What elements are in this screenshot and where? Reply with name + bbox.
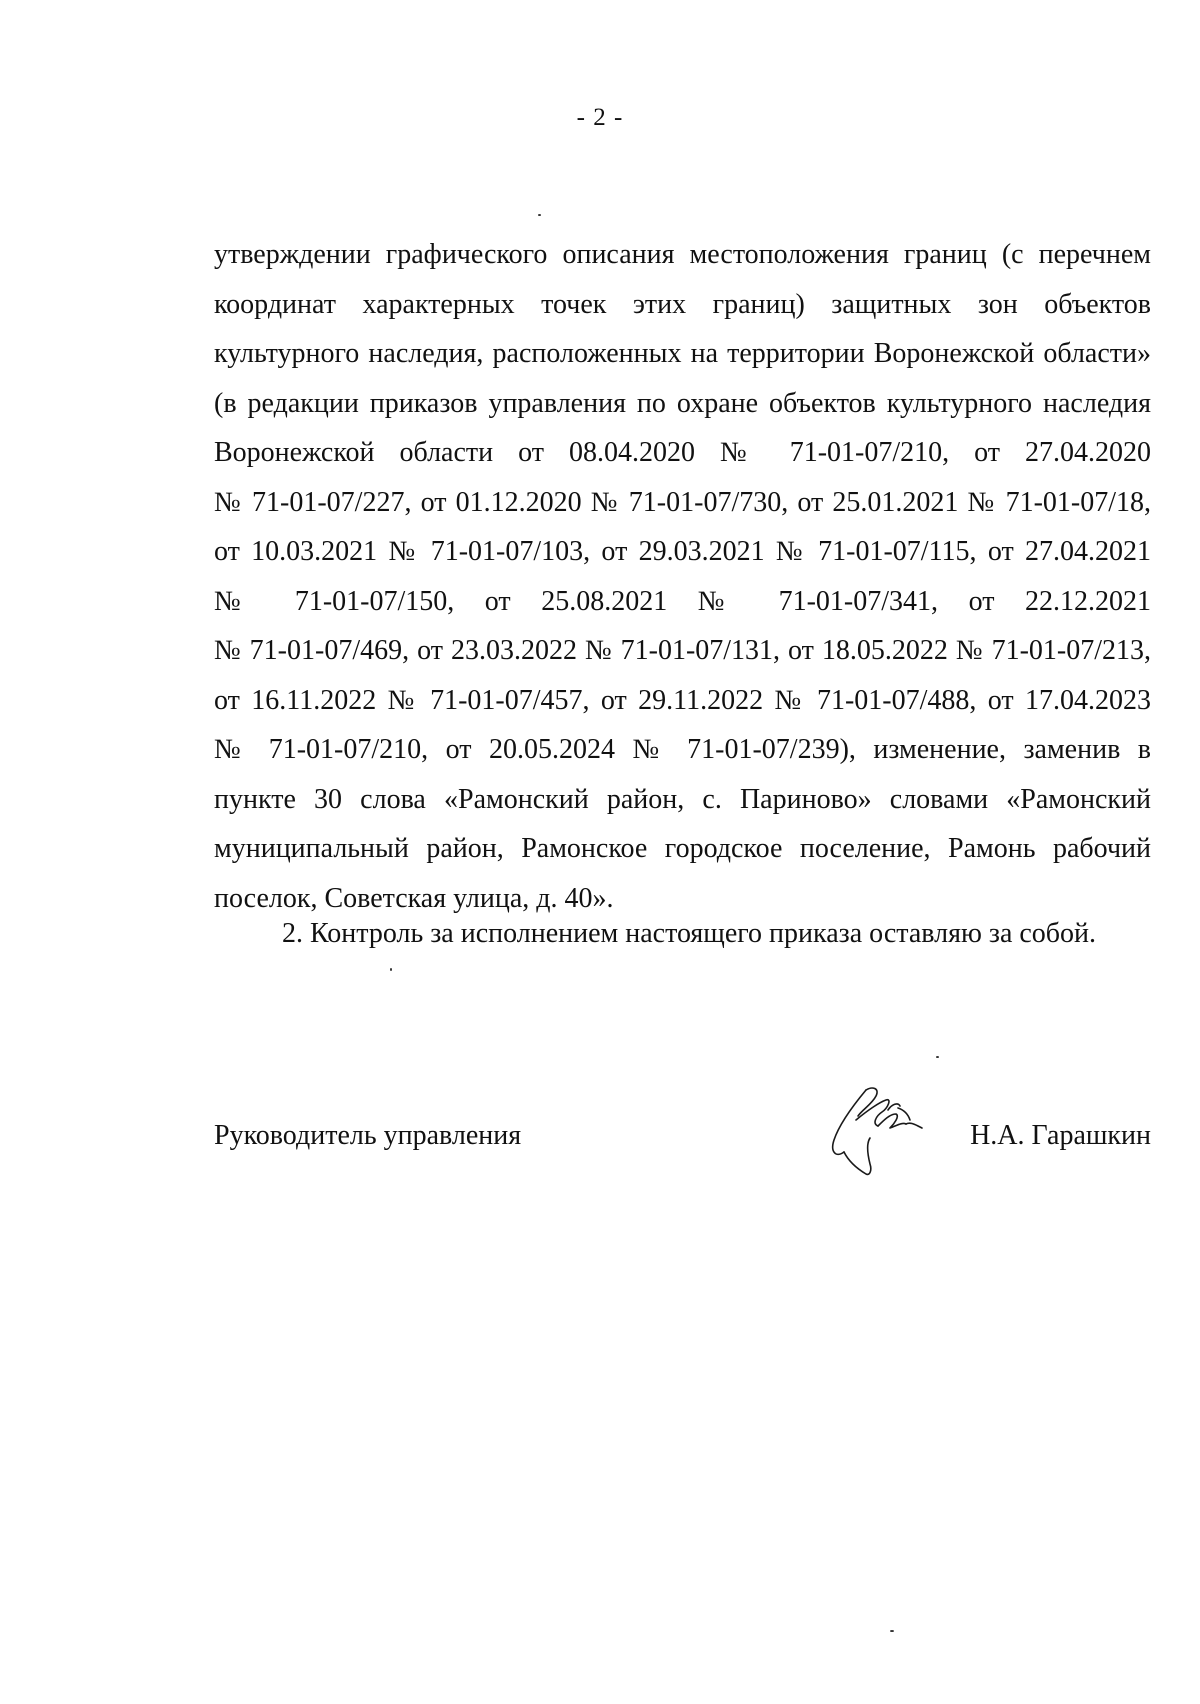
text-line: № 71-01-07/210, от 20.05.2024 № 71-01-07/239), изменение, заменив в xyxy=(214,734,1151,765)
scan-speck xyxy=(538,214,541,216)
text-line: поселок, Советская улица, д. 40». xyxy=(214,882,614,914)
text-line: № 71-01-07/150, от 25.08.2021 № 71-01-07/341, от 22.12.2021 xyxy=(214,585,1151,617)
text-line: координат характерных точек этих границ) защитных зон объектов xyxy=(214,288,1151,320)
scan-speck xyxy=(890,1630,894,1632)
handwritten-signature xyxy=(826,1080,930,1178)
text-line: культурного наследия, расположенных на территории Воронежской области» xyxy=(214,338,1151,369)
text-line: муниципальный район, Рамонское городское поселение, Рамонь рабочий xyxy=(214,833,1151,864)
signatory-position: Руководитель управления xyxy=(214,1120,522,1151)
text-line: № 71-01-07/227, от 01.12.2020 № 71-01-07/730, от 25.01.2021 № 71-01-07/18, xyxy=(214,486,1151,518)
paragraph-2: 2. Контроль за исполнением настоящего приказа оставляю за собой. xyxy=(282,918,1097,949)
text-line: № 71-01-07/469, от 23.03.2022 № 71-01-07/131, от 18.05.2022 № 71-01-07/213, xyxy=(214,635,1151,666)
text-line: (в редакции приказов управления по охране объектов культурного наследия xyxy=(214,387,1151,419)
text-line: утверждении графического описания местоположения границ (с перечнем xyxy=(214,239,1151,270)
signatory-name: Н.А. Гарашкин xyxy=(970,1120,1151,1151)
text-line: пункте 30 слова «Рамонский район, с. Париново» словами «Рамонский xyxy=(214,783,1151,815)
text-line: от 10.03.2021 № 71-01-07/103, от 29.03.2021 № 71-01-07/115, от 27.04.2021 xyxy=(214,536,1151,567)
signature-block xyxy=(214,1116,1151,1176)
text-line: от 16.11.2022 № 71-01-07/457, от 29.11.2022 № 71-01-07/488, от 17.04.2023 xyxy=(214,684,1151,716)
paragraph-1 xyxy=(214,230,1151,923)
page-number: - 2 - xyxy=(576,104,624,131)
scan-speck xyxy=(390,968,392,971)
scan-speck xyxy=(936,1056,939,1058)
text-line: Воронежской области от 08.04.2020 № 71-01-07/210, от 27.04.2020 xyxy=(214,437,1151,468)
